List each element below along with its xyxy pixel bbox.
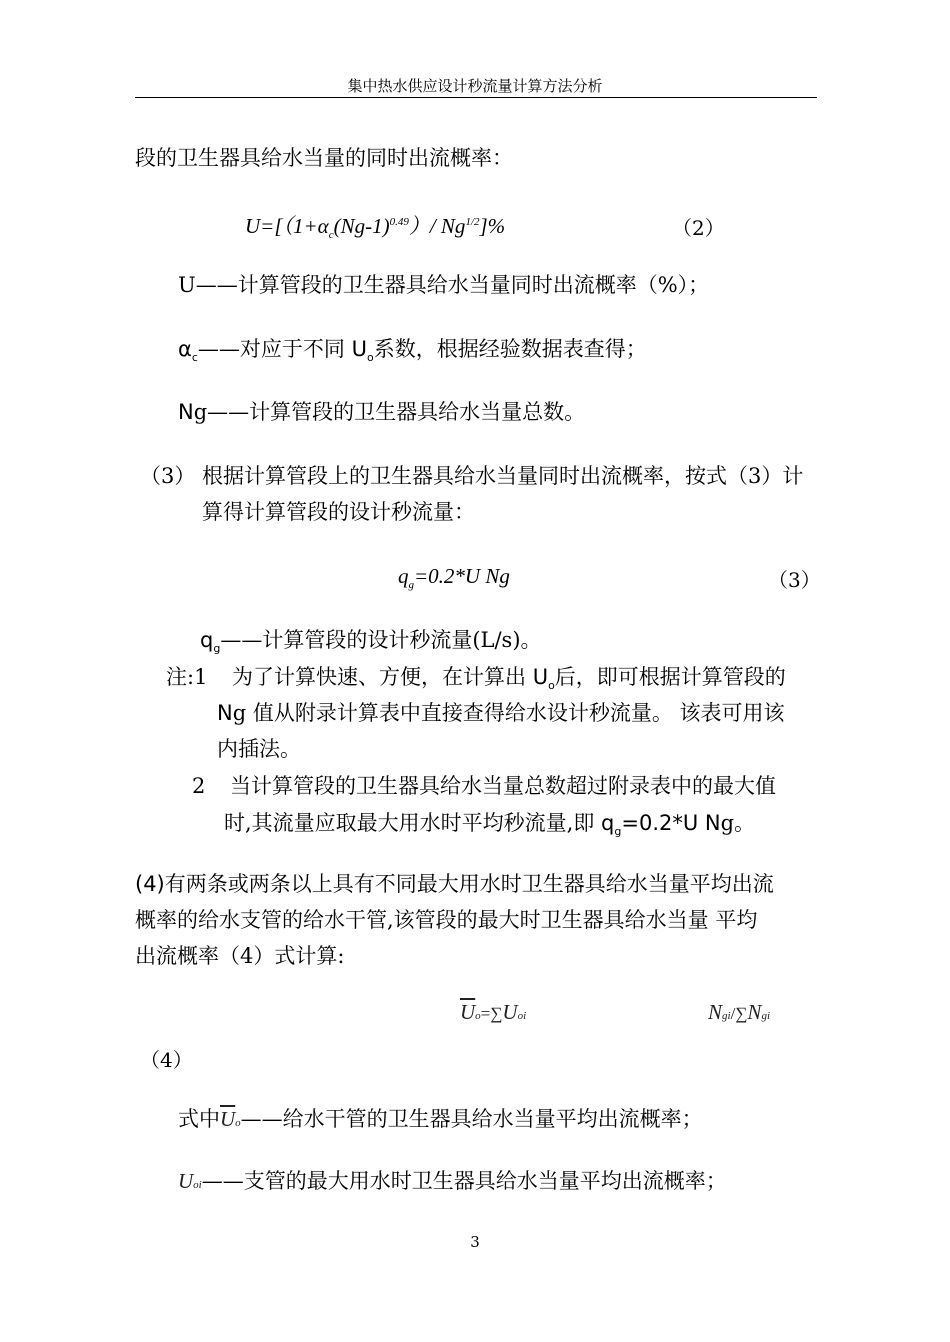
definition-Uoi — [178, 1166, 727, 1200]
definition-U — [178, 270, 709, 300]
note2-q: q — [601, 811, 615, 835]
eq2-mid2: ）/ Ng — [408, 214, 466, 238]
note2-formula: =0.2*U N — [621, 811, 721, 835]
note1-U-sub: o — [548, 679, 555, 693]
def-qg-text: ——计算管段的设计秒流量(L/s)。 — [220, 628, 542, 652]
eq3-q: q — [398, 564, 409, 588]
eq4-div-sum: /∑ — [730, 1004, 748, 1023]
eq3-rest: =0.2*U Ng — [414, 564, 510, 588]
def-qg-symbol: q — [200, 628, 214, 652]
note-1-line-3: 内插法。 — [217, 737, 301, 761]
equation-4-number: （4） — [140, 1048, 193, 1072]
eq4-Ngi: N — [708, 1000, 723, 1024]
eq4-Ngi2: N — [747, 1000, 762, 1024]
definition-Uo — [178, 1104, 703, 1138]
eq4-Ngi-sub: gi — [722, 1010, 731, 1022]
eq2-lhs: U=[（1+α — [245, 214, 329, 238]
definition-Ng — [178, 397, 585, 427]
def-alpha-U: U — [351, 337, 367, 361]
header-rule — [135, 97, 817, 98]
def-Uoi-sub: oi — [193, 1179, 202, 1191]
step4-number: (4) — [135, 872, 165, 896]
definition-qg — [200, 625, 542, 655]
note1-N: N — [217, 701, 233, 725]
note-1-line-2 — [217, 698, 785, 728]
note1-text-b: 后，即可根据计算管段的 — [554, 665, 786, 689]
def-alpha-text1: ——对应于不同 — [197, 337, 352, 361]
eq2-exp1: 0.49 — [389, 216, 409, 228]
def-Uo-text: ——给水干管的卫生器具给水当量平均出流概率； — [240, 1107, 703, 1131]
step-3-line-2: 算得计算管段的设计秒流量： — [202, 500, 475, 524]
note-2-label: 2 — [192, 774, 206, 798]
eq2-end: ]% — [479, 214, 506, 238]
note-2-line-2 — [224, 808, 755, 838]
def-Ng-symbol: N — [178, 400, 194, 424]
eq2-exp2: 1/2 — [465, 216, 480, 228]
step-3-line-1: 根据计算管段上的卫生器具给水当量同时出流概率，按式（3）计 — [202, 464, 804, 488]
eq4-eq-sum: =∑ — [480, 1004, 503, 1023]
def-U-symbol: U — [178, 273, 196, 297]
definition-alpha — [178, 334, 647, 364]
eq4-Uo-sub: o — [475, 1010, 481, 1022]
note-2-line-1: 当计算管段的卫生器具给水当量总数超过附录表中的最大值 — [230, 774, 776, 798]
eq3-sub: g — [408, 579, 414, 592]
eq4-Uoi: U — [502, 1000, 518, 1024]
def-Uoi-symbol: U — [178, 1169, 194, 1193]
equation-4-rhs — [708, 1000, 770, 1025]
note2-q-sub: g — [614, 825, 622, 839]
def-Uo-symbol: $\overline{U}$ — [220, 1107, 236, 1131]
def-Uo-prefix: 式中 — [178, 1107, 220, 1131]
eq2-sub-c: c — [328, 229, 334, 242]
paragraph-continuation: 段的卫生器具给水当量的同时出流概率： — [135, 146, 513, 170]
note-1-line-1 — [232, 662, 786, 692]
step-4-line-2: 概率的给水支管的给水干管,该管段的最大时卫生器具给水当量 平均 — [135, 908, 758, 932]
step-4-line-1 — [135, 869, 774, 899]
note1-line2-text: g 值从附录计算表中直接查得给水设计秒流量。 该表可用该 — [232, 701, 785, 725]
step4-line1-text: 有两条或两条以上具有不同最大用水时卫生器具给水当量平均出流 — [164, 872, 774, 896]
running-header: 集中热水供应设计秒流量计算方法分析 — [347, 77, 603, 95]
def-qg-sub: g — [213, 642, 221, 656]
def-alpha-sub: c — [191, 351, 198, 365]
def-alpha-symbol: α — [178, 337, 192, 361]
eq4-Uoi-sub: oi — [517, 1010, 527, 1022]
def-alpha-U-sub: o — [366, 351, 374, 365]
equation-3-number: （3） — [768, 568, 821, 592]
equation-3 — [398, 564, 510, 592]
note-1-label: 注:1 — [166, 665, 208, 689]
equation-4-lhs — [460, 1000, 526, 1025]
eq4-Ngi2-sub: gi — [761, 1010, 770, 1022]
note2-text-a: 时,其流量应取最大用水时平均秒流量,即 — [224, 811, 602, 835]
def-Uoi-text: ——支管的最大用水时卫生器具给水当量平均出流概率； — [201, 1169, 727, 1193]
def-Ng-text: g——计算管段的卫生器具给水当量总数。 — [193, 400, 586, 424]
def-Uo-sub: o — [235, 1117, 241, 1129]
equation-2-number: （2） — [672, 216, 725, 240]
step-3-number: （3） — [140, 464, 196, 488]
eq2-mid: (Ng-1) — [333, 214, 390, 238]
note1-U: U — [532, 665, 549, 689]
page-number: 3 — [470, 1233, 480, 1251]
eq4-Uo: $\overline{U}$ — [460, 1000, 476, 1024]
step-4-line-3: 出流概率（4）式计算: — [135, 944, 345, 968]
note2-text-c: g。 — [720, 811, 756, 835]
def-U-text: ——计算管段的卫生器具给水当量同时出流概率（%）； — [195, 273, 710, 297]
def-alpha-text2: 系数，根据经验数据表查得； — [373, 337, 647, 361]
note1-text-a: 为了计算快速、方便，在计算出 — [232, 665, 533, 689]
equation-2 — [245, 210, 505, 240]
